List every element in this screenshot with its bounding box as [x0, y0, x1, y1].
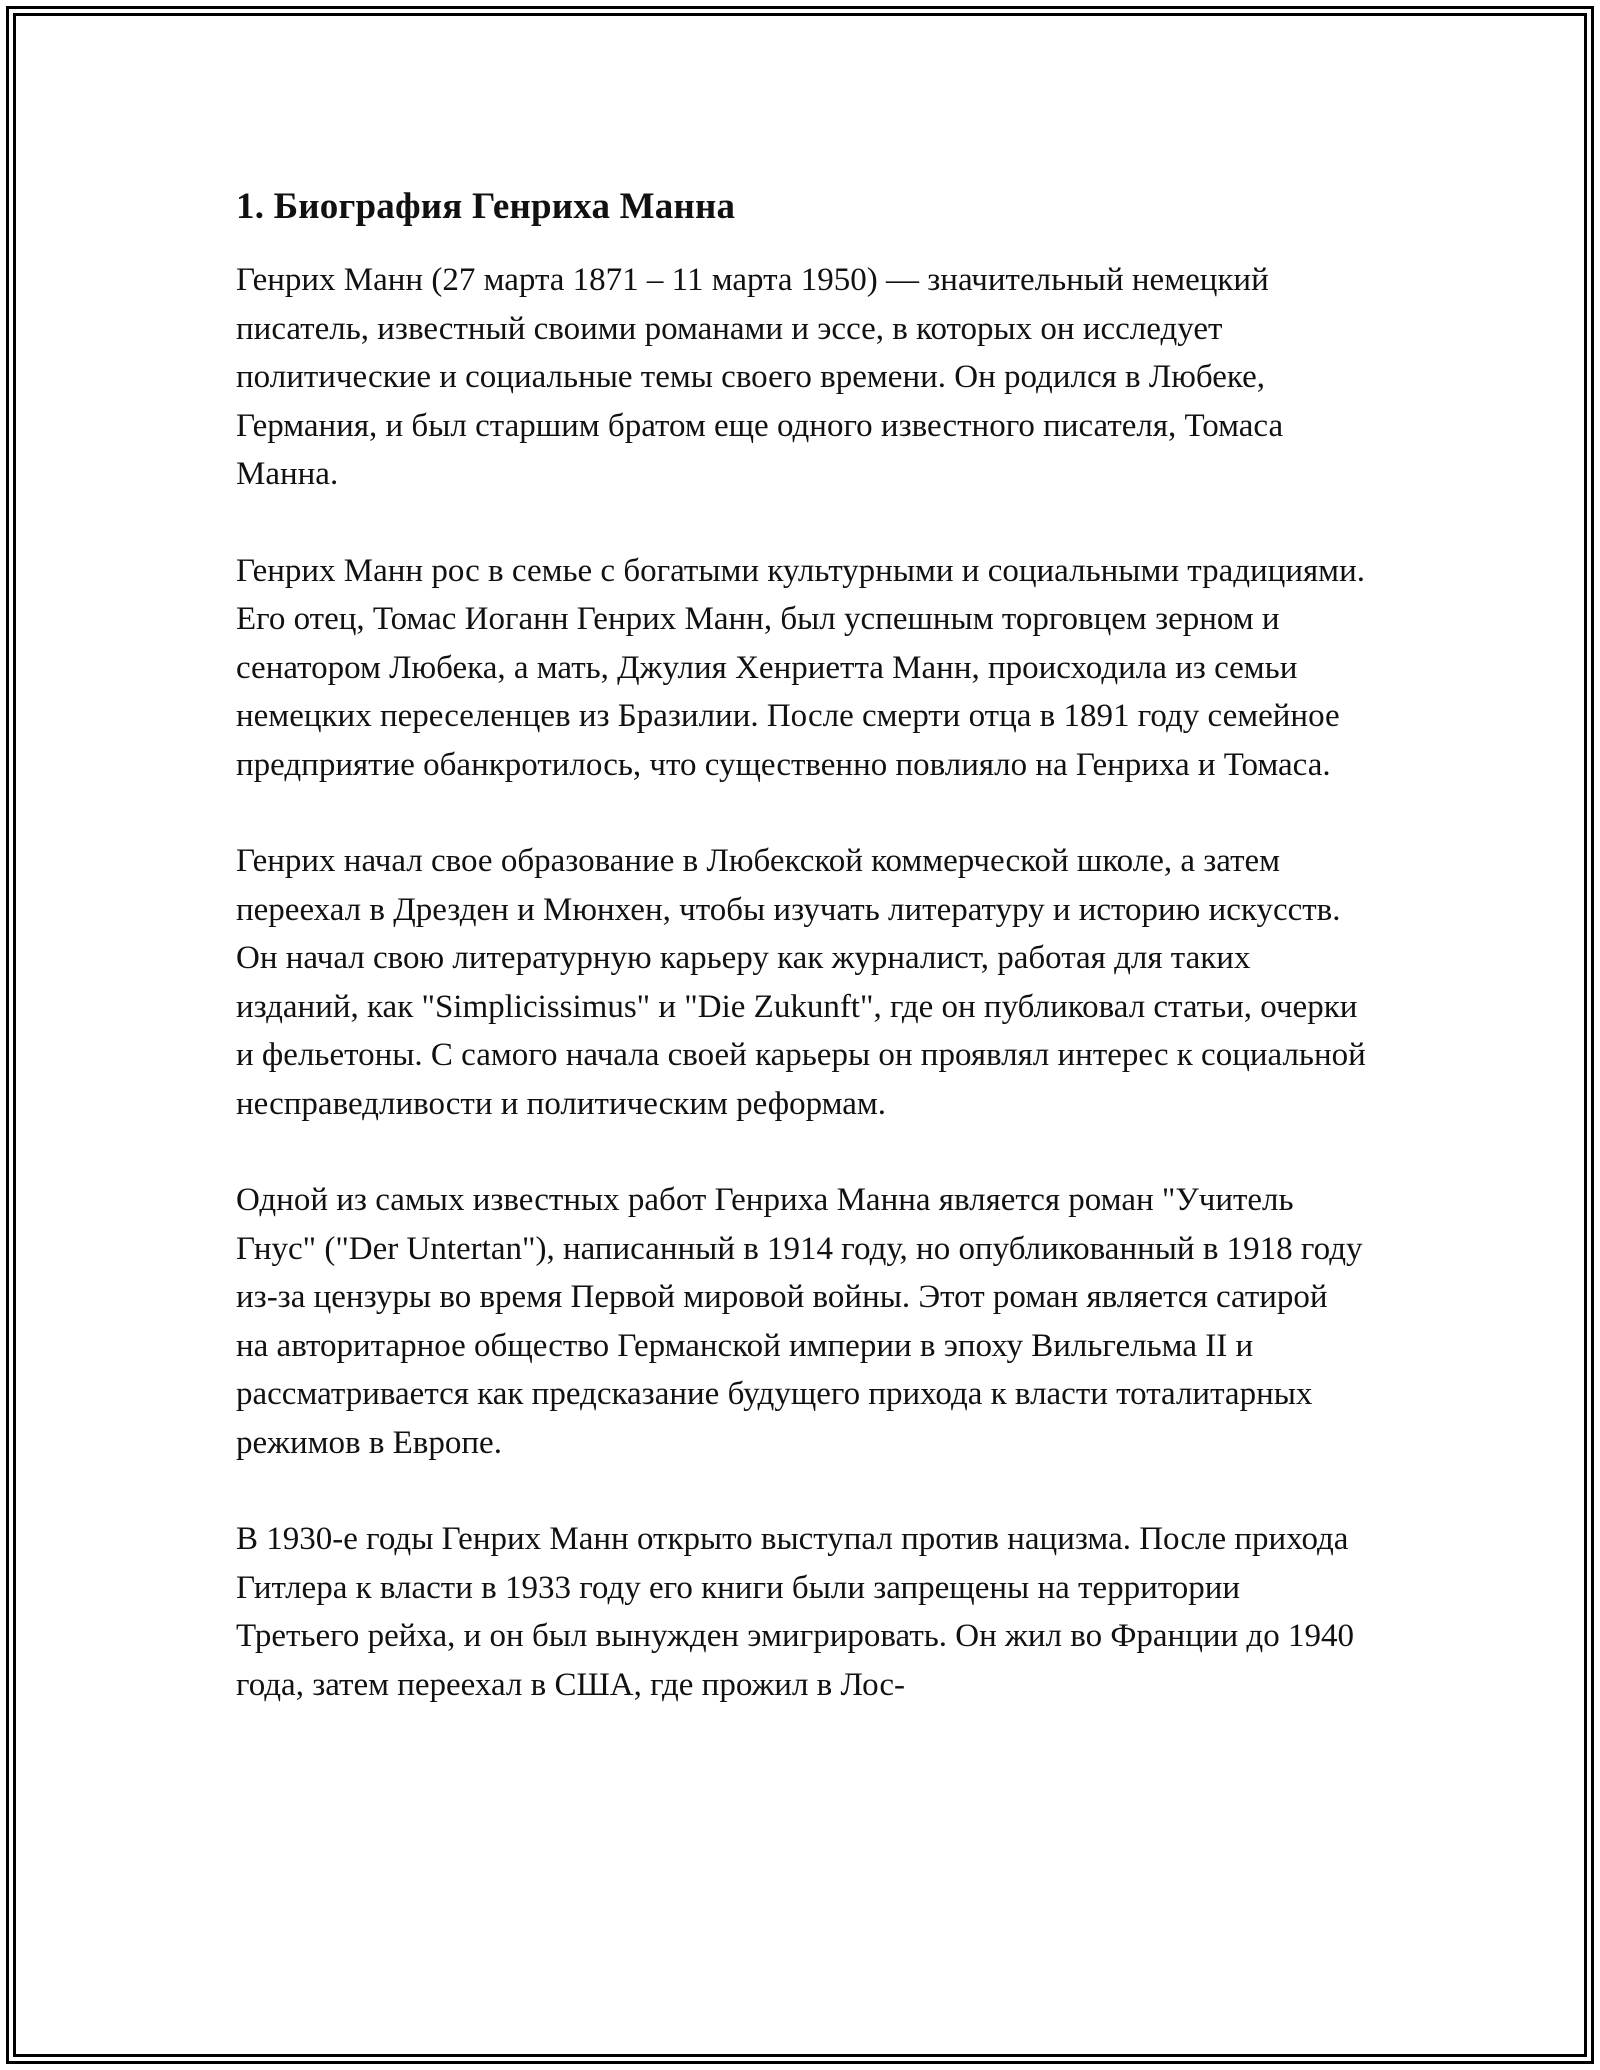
section-heading: 1. Биография Генриха Манна — [236, 186, 736, 227]
paragraph-education: Генрих начал свое образование в Любекской коммерческой школе, а затем переехал в Дрезден и Мюнхен, чтобы изучать литературу и историю искусств. Он начал свою литературную карьеру как журналист, работая для таких изданий, как "Simplicissimus" и "Die Zukunft", где он публиковал статьи, очерки и фельетоны. С самого начала своей карьеры он проявлял интерес к социальной несправедливости и политическим реформам. — [236, 843, 1366, 1122]
paragraph-intro: Генрих Манн (27 марта 1871 – 11 марта 1950) — значительный немецкий писатель, известный своими романами и эссе, в которых он исследует политические и социальные темы своего времени. Он родился в Любеке, Германия, и был старшим братом еще одного известного писателя, Томаса Манна. — [236, 262, 1284, 492]
paragraph-family: Генрих Манн рос в семье с богатыми культурными и социальными традициями. Его отец, Томас Иоганн Генрих Манн, был успешным торговцем зерном и сенатором Любека, а мать, Джулия Хенриетта Манн, происходила из семьи немецких переселенцев из Бразилии. После смерти отца в 1891 году семейное предприятие обанкротилось, что существенно повлияло на Генриха и Томаса. — [236, 552, 1365, 783]
document-body — [236, 184, 1366, 1757]
paragraph-emigration: В 1930-е годы Генрих Манн открыто выступал против нацизма. После прихода Гитлера к власти в 1933 году его книги были запрещены на территории Третьего рейха, и он был вынужден эмигрировать. Он жил во Франции до 1940 года, затем переехал в США, где прожил в Лос- — [236, 1521, 1354, 1703]
paragraph-der-untertan: Одной из самых известных работ Генриха Манна является роман "Учитель Гнус" ("Der Untertan"), написанный в 1914 году, но опубликованный в 1918 году из-за цензуры во время Первой мировой войны. Этот роман является сатирой на авторитарное общество Германской империи в эпоху Вильгельма II и рассматривается как предсказание будущего прихода к власти тоталитарных режимов в Европе. — [236, 1182, 1363, 1461]
